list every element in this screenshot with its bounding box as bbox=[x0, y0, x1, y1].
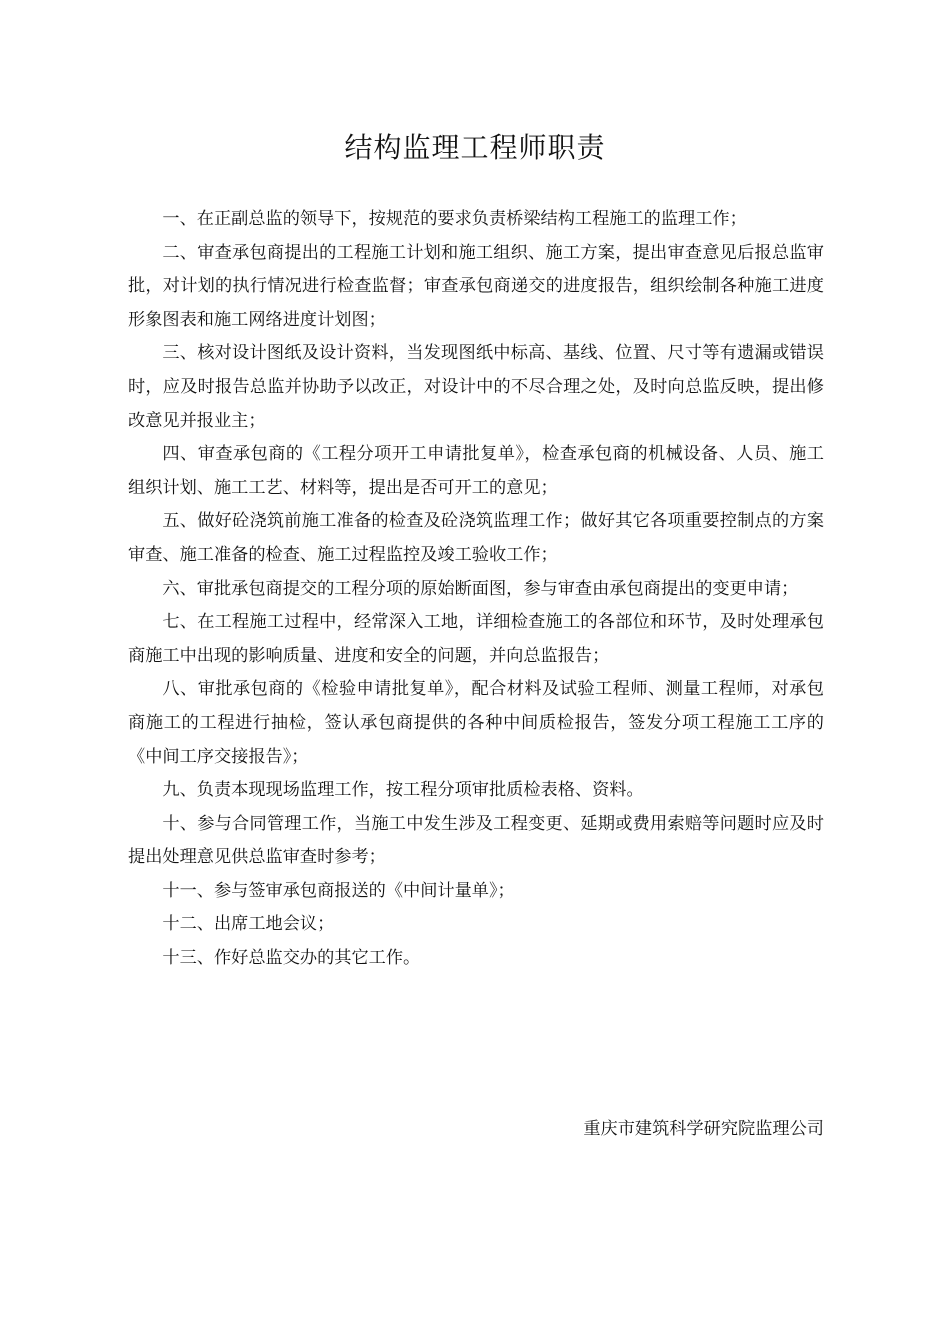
duty-paragraph-9: 九、负责本现现场监理工作，按工程分项审批质检表格、资料。 bbox=[162, 780, 644, 801]
duty-paragraph-1: 一、在正副总监的领导下，按规范的要求负责桥梁结构工程施工的监理工作； bbox=[162, 209, 747, 229]
duty-paragraph-6: 六、审批承包商提交的工程分项的原始断面图，参与审查由承包商提出的变更申请； bbox=[162, 578, 799, 599]
duty-paragraph-8: 八、审批承包商的《检验申请批复单》，配合材料及试验工程师、测量工程师，对承包商施工的工程进行抽检，签认承包商提供的各种中间质检报告，签发分项工程施工工序的《中间工序交接报告》； bbox=[128, 679, 824, 767]
duty-paragraph-13: 十三、作好总监交办的其它工作。 bbox=[162, 948, 421, 969]
duty-paragraph-5: 五、做好砼浇筑前施工准备的检查及砼浇筑监理工作；做好其它各项重要控制点的方案审查、施工准备的检查、施工过程监控及竣工验收工作； bbox=[128, 511, 824, 565]
duty-paragraph-4: 四、审查承包商的《工程分项开工申请批复单》，检查承包商的机械设备、人员、施工组织计划、施工工艺、材料等，提出是否可开工的意见； bbox=[128, 444, 824, 498]
duty-paragraph-10: 十、参与合同管理工作，当施工中发生涉及工程变更、延期或费用索赔等问题时应及时提出处理意见供总监审查时参考； bbox=[128, 813, 824, 868]
duty-paragraph-12: 十二、出席工地会议； bbox=[162, 914, 335, 935]
duty-paragraph-7: 七、在工程施工过程中，经常深入工地，详细检查施工的各部位和环节，及时处理承包商施工中出现的影响质量、进度和安全的问题，并向总监报告； bbox=[128, 612, 824, 666]
duty-paragraph-11: 十一、参与签审承包商报送的《中间计量单》； bbox=[162, 880, 515, 901]
organization-signature: 重庆市建筑科学研究院监理公司 bbox=[583, 1119, 824, 1139]
duty-paragraph-3: 三、核对设计图纸及设计资料，当发现图纸中标高、基线、位置、尺寸等有遗漏或错误时，应及时报告总监并协助予以改正，对设计中的不尽合理之处，及时向总监反映，提出修改意见并报业主； bbox=[128, 343, 824, 431]
duty-paragraph-2: 二、审查承包商提出的工程施工计划和施工组织、施工方案，提出审查意见后报总监审批，对计划的执行情况进行检查监督；审查承包商递交的进度报告，组织绘制各种施工进度形象图表和施工网络进度计划图； bbox=[128, 242, 824, 330]
page-title: 结构监理工程师职责 bbox=[344, 131, 606, 164]
duties-list bbox=[128, 203, 824, 976]
